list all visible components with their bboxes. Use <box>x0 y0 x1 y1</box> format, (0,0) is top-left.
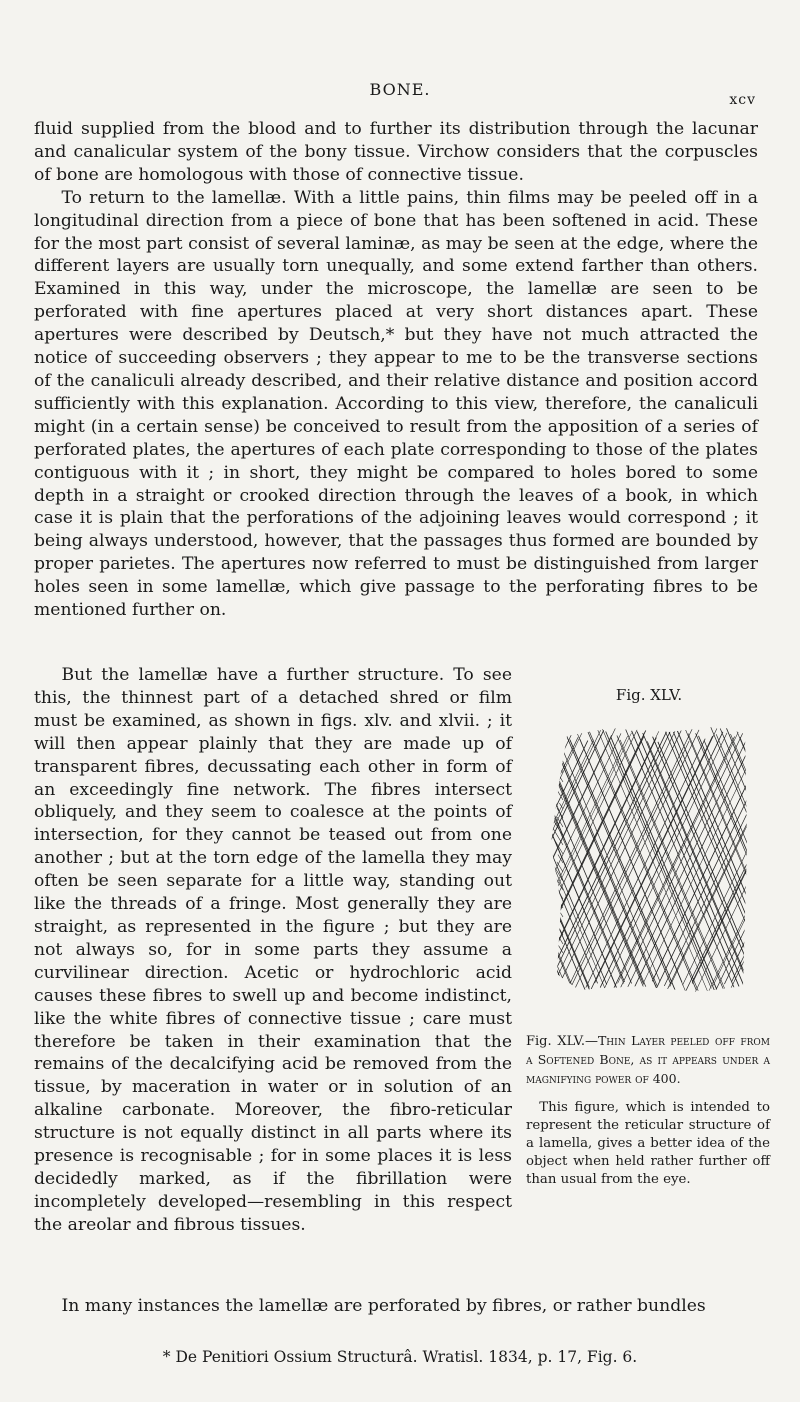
fringe-thread <box>557 908 563 918</box>
body-text-bottom <box>34 1295 770 1318</box>
caption-text: Thin Layer peeled off from a Softened Bone, as it appears under a magnifying power of 400. <box>526 1033 770 1086</box>
caption-title <box>526 1032 770 1089</box>
paragraph-continued: fluid supplied from the blood and to further its distribution through the lacunar and canalicular system of the bony tissue. Virchow considers that the corpuscles of bone are homologous with those of connective tissue. <box>34 119 758 185</box>
fibre-strand <box>647 741 748 981</box>
fringe-thread <box>554 910 563 926</box>
fibre-strand <box>606 732 716 994</box>
fibre-network <box>549 724 749 994</box>
page-number: xcv <box>729 92 756 108</box>
fringe-thread <box>557 862 563 872</box>
fibre-strand <box>744 738 750 986</box>
caption-note: This figure, which is intended to represent the reticular structure of a lamella, gives a better idea of the object when held rather further off than usual from the eye. <box>526 1100 770 1187</box>
figure-xlv <box>528 686 770 994</box>
fringe-thread <box>557 753 563 764</box>
body-text-top <box>34 118 758 622</box>
fringe-thread <box>552 827 563 845</box>
paragraph-lamellae: To return to the lamellæ. With a little pains, thin films may be peeled off in a longitudinal direction from a piece of bone that has been softened in acid. These for the most part consist of several laminæ, as may be seen at the edge, where the different layers are usually torn unequally, and some extend farther than others. Examined in this way, under the microscope, the lamellæ are seen to be perforated with fine apertures placed at very short distances apart. These apertures were described by Deutsch,* but they have not much attracted the notice of succeeding observers ; they appear to me to be the transverse sections of the canaliculi already described, and their relative distance and position accord sufficiently with this explanation. According to this view, therefore, the canaliculi might (in a certain sense) be conceived to result from the apposition of a series of perforated plates, the apertures of each plate corresponding to those of the plates contiguous with it ; in short, they might be compared to holes bored to some depth in a straight or crooked direction through the leaves of a book, in which case it is plain that the perforations of the adjoining leaves would correspond ; it being always understood, however, that the passages thus formed are bounded by proper parietes. The apertures now referred to must be distinguished from larger holes seen in some lamellæ, which give passage to the perforating fibres to be mentioned further on. <box>34 187 758 621</box>
fibre-strand <box>549 731 583 993</box>
fibre-strand <box>558 729 682 987</box>
fibre-strand <box>652 738 749 981</box>
running-head: BONE. <box>369 80 431 99</box>
fringe-thread <box>553 820 563 836</box>
paragraph-perforating-fibres: In many instances the lamellæ are perforated by fibres, or rather bundles <box>61 1296 706 1316</box>
paragraph-structure: But the lamellæ have a further structure. To see this, the thinnest part of a detached shred or film must be examined, as shown in figs. xlv. and xlvii. ; it will then appear plainly that they are made up of transparent fibres, decussating each other in form of an exceedingly fine network. The fibres intersect obliquely, and they seem to coalesce at the points of intersection, for they cannot be teased out from one another ; but at the torn edge of the lamella they may often be seen separate for a little way, standing out like the threads of a fringe. Most generally they are straight, as represented in the figure ; but they are not always so, for in some parts they assume a curvilinear direction. Acetic or hydrochloric acid causes these fibres to swell up and become indistinct, like the white fibres of connective tissue ; care must therefore be taken in their examination that the remains of the decalcifying acid be removed from the tissue, by maceration in water or in solution of an alkaline carbonate. Moreover, the fibro-reticular structure is not equally distinct in all parts where its presence is recognisable ; for in some places it is less decidedly marked, as if the fibrillation were incompletely developed—resembling in this respect the areolar and fibrous tissues. <box>34 665 512 1235</box>
footnote: * De Penitiori Ossium Structurâ. Wratisl. 1834, p. 17, Fig. 6. <box>162 1348 638 1366</box>
figure-label: Fig. XLV. <box>615 686 683 704</box>
fringe-thread <box>553 774 563 791</box>
fringe-thread <box>554 938 563 953</box>
fibre-strand <box>637 732 747 993</box>
fibre-strand <box>658 742 749 985</box>
fibre-strand <box>652 731 749 981</box>
fibre-strand <box>746 729 749 989</box>
fringe-thread <box>554 920 563 935</box>
fringe-thread <box>558 764 563 773</box>
caption-lead: Fig. XLV.— <box>526 1034 598 1049</box>
fibre-strand <box>729 724 749 992</box>
figure-caption <box>526 1032 770 1189</box>
fibre-strand <box>549 735 556 983</box>
body-text-column <box>34 664 512 1237</box>
reticular-lamella-illustration <box>549 724 749 994</box>
